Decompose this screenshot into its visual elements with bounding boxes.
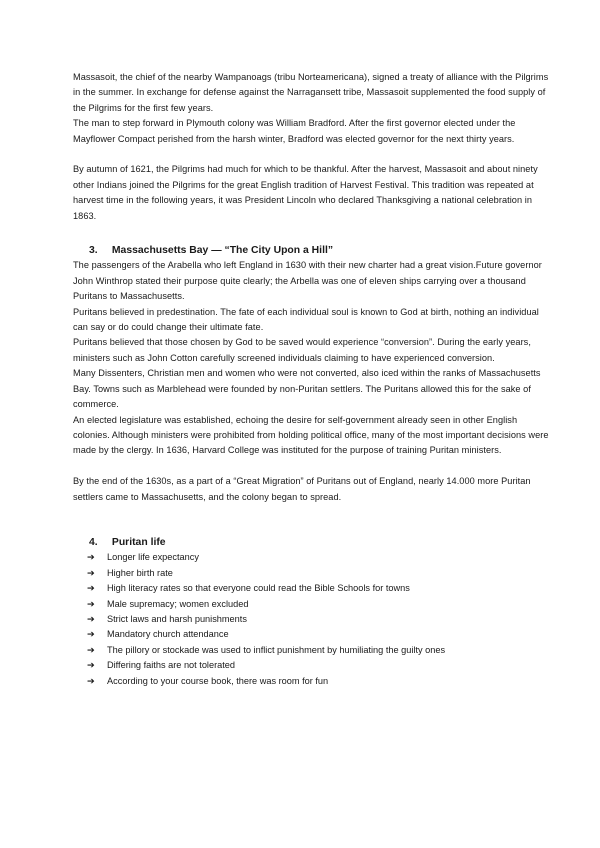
- section-4-title: Puritan life: [111, 536, 166, 548]
- intro-paragraph: The man to step forward in Plymouth colony was William Bradford. After the first governor elected under the Mayflower Compact perished from the harsh winter, Bradford was elected governor for the next thirty years.: [73, 118, 516, 144]
- arrow-bullet-icon: ➔: [87, 644, 95, 655]
- list-item-text: The pillory or stockade was used to inflict punishment by humiliating the guilty ones: [107, 644, 446, 655]
- list-item: [73, 612, 553, 627]
- list-item: [73, 674, 553, 689]
- section-3-paragraph: An elected legislature was established, echoing the desire for self-government already seen in other English colonies. Although ministers were prohibited from holding political office, many of the most important decisions were made by the clergy. In 1636, Harvard College was instituted for the purpose of training Puritan ministers.: [73, 414, 549, 456]
- list-item: [73, 550, 553, 565]
- puritan-life-list: [73, 550, 553, 689]
- section-3-paragraph: Puritans believed in predestination. The fate of each individual soul is known to God at birth, nothing an individual can say or do could change their ultimate fate.: [73, 306, 539, 333]
- arrow-bullet-icon: ➔: [87, 660, 95, 671]
- list-item-text: Strict laws and harsh punishments: [107, 613, 247, 624]
- migration-paragraph: By the end of the 1630s, as a part of a “Great Migration” of Puritans out of England, nearly 14.000 more Puritan settlers came to Massachusetts, and the colony began to spread.: [73, 476, 531, 502]
- list-item: [73, 627, 553, 642]
- arrow-bullet-icon: ➔: [87, 552, 95, 563]
- list-item-text: Male supremacy; women excluded: [107, 598, 249, 609]
- list-item-text: High literacy rates so that everyone could read the Bible Schools for towns: [107, 583, 410, 594]
- intro-paragraph: Massasoit, the chief of the nearby Wampanoags (tribu Norteamericana), signed a treaty of alliance with the Pilgrims in the summer. In exchange for defense against the Narragansett tribe, Massasoit supplemented the food supply of the Pilgrims for the first few years.: [73, 72, 549, 113]
- list-item: [73, 597, 553, 612]
- section-3-paragraph: The passengers of the Arabella who left England in 1630 with their new charter had a great vision.Future governor John Winthrop stated their purpose quite clearly; the Arbella was one of eleven ships carrying over a thousand Puritans to Massachusetts.: [73, 260, 542, 302]
- list-item-text: Mandatory church attendance: [107, 629, 229, 640]
- thanksgiving-paragraph: By autumn of 1621, the Pilgrims had much for which to be thankful. After the harvest, Massasoit and about ninety other Indians joined the Pilgrims for the great English tradition of Harvest Festival. This tradition was repeated at harvest time in the following years, it was President Lincoln who declared Thanksgiving a national celebration in 1863.: [73, 164, 538, 221]
- arrow-bullet-icon: ➔: [87, 629, 95, 640]
- list-item: [73, 581, 553, 596]
- list-item: [73, 643, 553, 658]
- list-item-text: Longer life expectancy: [107, 552, 199, 563]
- list-item: [73, 658, 553, 673]
- section-3-title: Massachusetts Bay — “The City Upon a Hill”: [111, 245, 334, 257]
- arrow-bullet-icon: ➔: [87, 598, 95, 609]
- list-item-text: Differing faiths are not tolerated: [107, 660, 236, 671]
- arrow-bullet-icon: ➔: [87, 567, 95, 578]
- arrow-bullet-icon: ➔: [87, 675, 95, 686]
- section-3-paragraph: Many Dissenters, Christian men and women who were not converted, also iced within the ranks of Massachusetts Bay. Towns such as Marblehead were founded by non-Puritan settlers. The Puritans allowed this for the sake of commerce.: [73, 368, 541, 410]
- section-3-heading: [73, 243, 553, 258]
- section-4-number: 4.: [89, 536, 98, 548]
- section-3-number: 3.: [89, 245, 98, 257]
- list-item: [73, 566, 553, 581]
- section-4-heading: [73, 535, 553, 550]
- list-item-text: Higher birth rate: [107, 567, 173, 578]
- list-item-text: According to your course book, there was room for fun: [107, 675, 329, 686]
- arrow-bullet-icon: ➔: [87, 613, 95, 624]
- arrow-bullet-icon: ➔: [87, 583, 95, 594]
- section-3-paragraph: Puritans believed that those chosen by God to be saved would experience “conversion”. During the early years, ministers such as John Cotton carefully screened individuals claiming to have experienced conversion.: [73, 337, 531, 363]
- page-content: [73, 70, 553, 689]
